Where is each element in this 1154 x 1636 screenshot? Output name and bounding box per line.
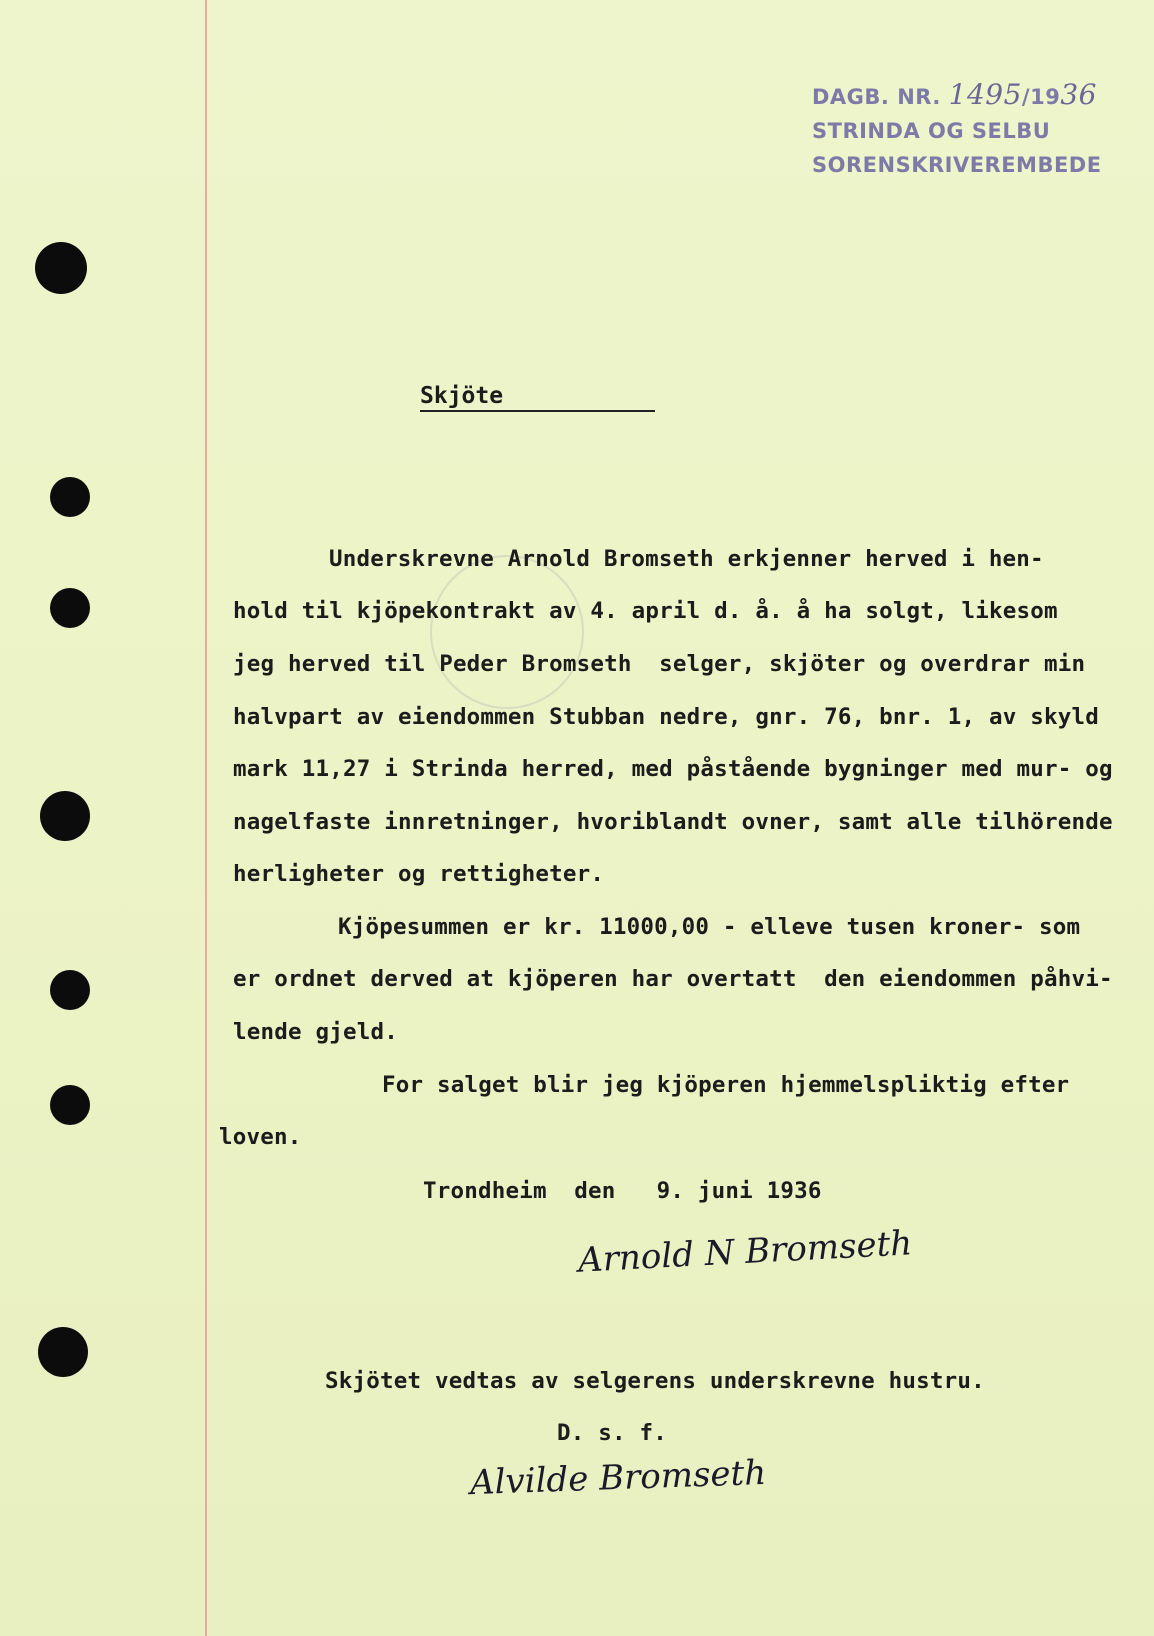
place-date-line: Trondheim den 9. juni 1936 xyxy=(423,1178,822,1204)
stamp-number: 1495 xyxy=(948,78,1022,111)
stamp-line-2: STRINDA OG SELBU xyxy=(812,119,1051,143)
punch-hole xyxy=(50,588,90,628)
text-line: herligheter og rettigheter. xyxy=(233,861,605,887)
stamp-sep: /19 xyxy=(1021,85,1061,109)
punch-hole xyxy=(50,477,90,517)
text-line: er ordnet derved at kjöperen har overtatt den eiendommen påhvi- xyxy=(233,966,1113,992)
stamp-line-3: SORENSKRIVEREMBEDE xyxy=(812,153,1102,177)
text-line: Underskrevne Arnold Bromseth erkjenner herved i hen- xyxy=(329,546,1044,572)
text-line: Skjötet vedtas av selgerens underskrevne hustru. xyxy=(325,1368,985,1394)
margin-line xyxy=(205,0,207,1636)
text-line: hold til kjöpekontrakt av 4. april d. å. å ha solgt, likesom xyxy=(233,598,1058,624)
text-line: For salget blir jeg kjöperen hjemmelspliktig efter xyxy=(382,1072,1070,1098)
title-underline xyxy=(420,410,655,412)
text-line: halvpart av eiendommen Stubban nedre, gnr. 76, bnr. 1, av skyld xyxy=(233,704,1100,730)
text-line: D. s. f. xyxy=(557,1420,667,1446)
stamp-prefix: DAGB. NR. xyxy=(812,85,941,109)
text-line: Kjöpesummen er kr. 11000,00 - elleve tusen kroner- som xyxy=(338,914,1081,940)
text-line: loven. xyxy=(219,1124,302,1150)
text-line: jeg herved til Peder Bromseth selger, skjöter og overdrar min xyxy=(233,651,1086,677)
registry-stamp xyxy=(812,78,1102,182)
text-line: lende gjeld. xyxy=(233,1019,398,1045)
punch-hole xyxy=(50,970,90,1010)
text-line: mark 11,27 i Strinda herred, med påstående bygninger med mur- og xyxy=(233,756,1113,782)
punch-hole xyxy=(38,1327,88,1377)
stamp-year: 36 xyxy=(1060,78,1097,111)
punch-hole xyxy=(35,242,87,294)
seller-signature: Arnold N Bromseth xyxy=(577,1223,914,1281)
document-title: Skjöte xyxy=(420,383,504,409)
punch-hole xyxy=(50,1085,90,1125)
stamp-line-1 xyxy=(812,78,1102,114)
wife-signature: Alvilde Bromseth xyxy=(469,1452,767,1504)
text-line: nagelfaste innretninger, hvoriblandt ovner, samt alle tilhörende xyxy=(233,809,1113,835)
faint-seal-impression xyxy=(430,555,584,709)
punch-hole xyxy=(40,791,90,841)
